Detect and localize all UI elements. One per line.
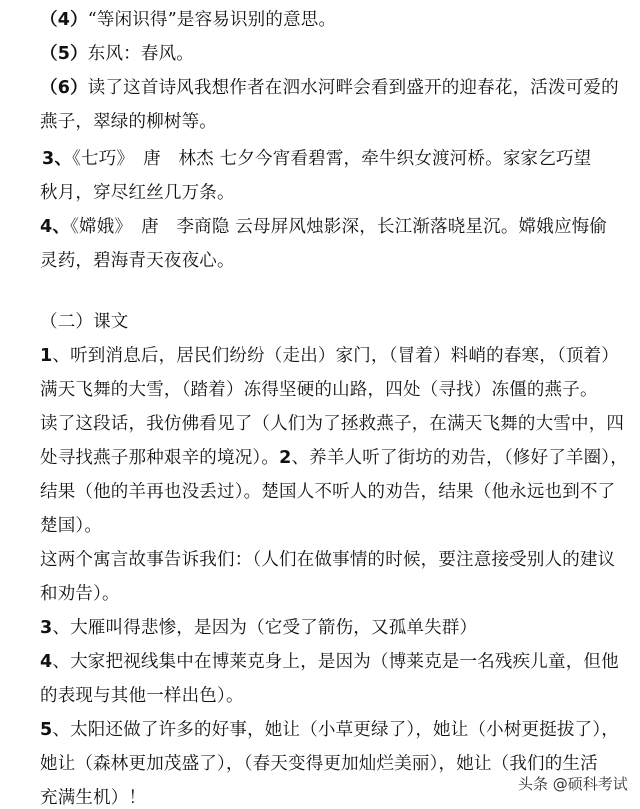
text-line xyxy=(40,648,619,673)
text-line xyxy=(40,6,336,31)
line-text: 楚国）。 xyxy=(40,516,103,536)
line-text: 读了这首诗风我想作者在泗水河畔会看到盛开的迎春花，活泼可爱的 xyxy=(87,78,619,98)
text-line xyxy=(40,308,129,333)
text-line xyxy=(40,444,628,469)
text-line xyxy=(40,478,615,503)
item-number: （4） xyxy=(40,10,88,30)
text-line xyxy=(40,750,598,775)
line-text: 充满生机）！ xyxy=(40,788,147,808)
item-number: 3、 xyxy=(42,149,73,169)
line-text: 、太阳还做了许多的好事，她让（小草更绿了），她让（小树更挺拔了）， xyxy=(52,720,619,740)
item-number: （6） xyxy=(40,78,88,98)
text-line xyxy=(40,213,607,238)
line-text: 、大雁叫得悲惨，是因为（它受了箭伤，又孤单失群） xyxy=(52,618,478,638)
line-text: 处寻找燕子那种艰辛的境况）。 xyxy=(40,448,280,468)
line-text: 、听到消息后，居民们纷纷（走出）家门，（冒着）料峭的春寒，（顶着） xyxy=(52,346,619,366)
text-line xyxy=(40,342,619,367)
item-number: 1 xyxy=(40,346,53,366)
text-line xyxy=(40,580,120,605)
line-text: 结果（他的羊再也没丢过）。楚国人不听人的劝告，结果（他永远也到不了 xyxy=(40,482,616,502)
item-number: 2 xyxy=(279,448,292,468)
line-text: （二）课文 xyxy=(40,312,129,332)
text-line xyxy=(40,376,598,401)
text-line xyxy=(40,784,146,809)
item-number: 3 xyxy=(40,618,53,638)
item-number: 5 xyxy=(40,720,53,740)
line-text: 、养羊人听了街坊的劝告，（修好了羊圈）， xyxy=(291,448,628,468)
text-line xyxy=(42,145,591,170)
text-line xyxy=(40,108,217,133)
text-line xyxy=(40,410,624,435)
line-text: 这两个寓言故事告诉我们：（人们在做事情的时候，要注意接受别人的建议 xyxy=(40,550,616,570)
line-text: 《嫦娥》 唐 李商隐 云母屏风烛影深，长江渐落晓星沉。嫦娥应悔偷 xyxy=(70,217,608,237)
line-text: 读了这段话，我仿佛看见了（人们为了拯救燕子，在满天飞舞的大雪中，四 xyxy=(40,414,625,434)
line-text: 灵药，碧海青天夜夜心。 xyxy=(40,251,235,271)
text-line xyxy=(40,74,619,99)
watermark: 头条 @硕科考试 xyxy=(518,775,628,793)
line-text: 东风：春风。 xyxy=(87,44,194,64)
line-text: 、大家把视线集中在博莱克身上，是因为（博莱克是一名残疾儿童，但他 xyxy=(52,652,619,672)
line-text: 燕子，翠绿的柳树等。 xyxy=(40,112,217,132)
line-text: 《七巧》 唐 林杰 七夕今宵看碧霄，牵牛织女渡河桥。家家乞巧望 xyxy=(72,149,592,169)
text-line xyxy=(40,40,194,65)
text-line xyxy=(40,614,477,639)
text-line xyxy=(40,247,235,272)
line-text: 的表现与其他一样出色）。 xyxy=(40,686,244,706)
item-number: （5） xyxy=(40,44,88,64)
text-line xyxy=(40,716,619,741)
text-line xyxy=(40,682,244,707)
text-line xyxy=(40,512,102,537)
line-text: 秋月，穿尽红丝几万条。 xyxy=(40,183,235,203)
line-text: 和劝告）。 xyxy=(40,584,120,604)
line-text: “等闲识得”是容易识别的意思。 xyxy=(87,10,337,30)
line-text: 满天飞舞的大雪，（踏着）冻得坚硬的山路，四处（寻找）冻僵的燕子。 xyxy=(40,380,598,400)
text-line xyxy=(40,179,235,204)
line-text: 她让（森林更加茂盛了），（春天变得更加灿烂美丽），她让（我们的生活 xyxy=(40,754,598,774)
item-number: 4 xyxy=(40,652,53,672)
text-line xyxy=(40,546,615,571)
item-number: 4、 xyxy=(40,217,71,237)
